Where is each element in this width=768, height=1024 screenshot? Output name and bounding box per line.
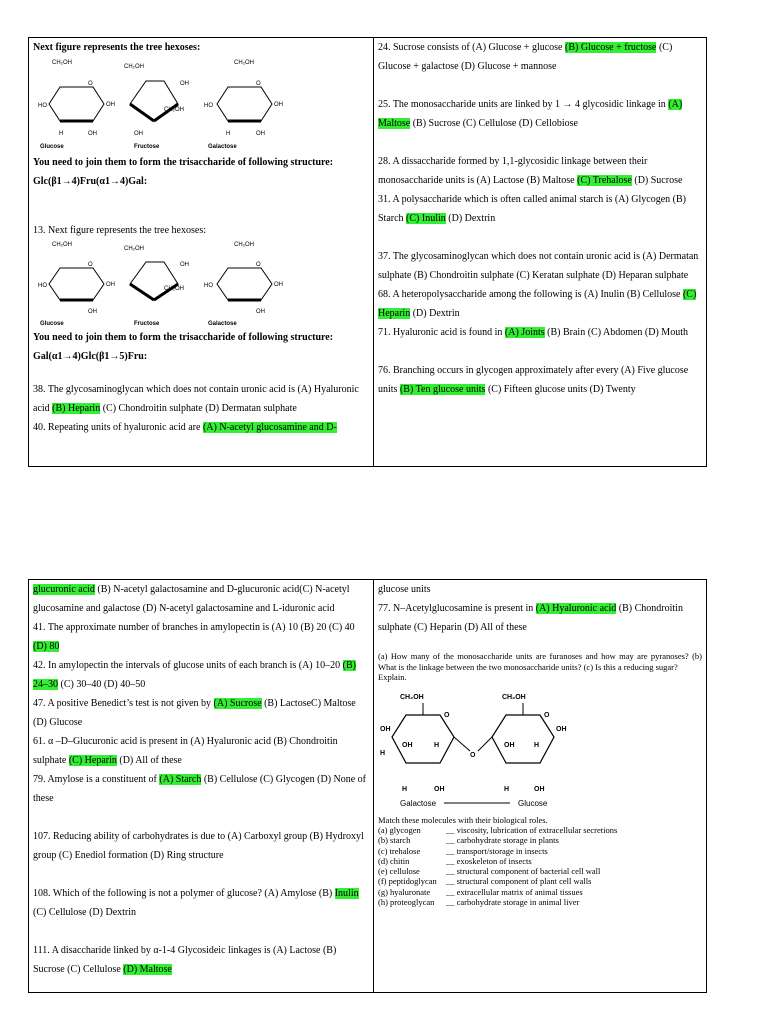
- match-role: __ carbohydrate storage in plants: [446, 835, 559, 846]
- hexoses-figure-2: [38, 240, 288, 326]
- question-68: 68. A heteropolysaccharide among the following is (A) Inulin (B) Cellulose (C) Heparin (D) Dextrin: [378, 289, 697, 319]
- svg-text:OH: OH: [534, 785, 545, 793]
- svg-text:Galactose: Galactose: [208, 321, 237, 326]
- glucose-ring: [38, 60, 115, 149]
- svg-text:OH: OH: [88, 131, 97, 137]
- svg-text:Fructose: Fructose: [134, 321, 160, 326]
- match-role: __ structural component of bacterial cell wall: [446, 866, 601, 877]
- svg-text:H: H: [402, 785, 408, 793]
- match-row: [378, 856, 702, 866]
- svg-text:OH: OH: [504, 741, 515, 749]
- question-28: 28. A dissaccharide formed by 1,1-glycosidic linkage between their monosaccharide units is (A) Lactose (B) Maltose (C) Trehalose (D) Sucrose: [378, 156, 683, 186]
- svg-text:CH₂OH: CH₂OH: [124, 246, 144, 252]
- svg-text:HO: HO: [204, 283, 213, 289]
- figure1-title: Next figure represents the tree hexoses:: [33, 42, 201, 53]
- question-61: 61. α –D–Glucuronic acid is present in (A) Hyaluronic acid (B) Chondroitin sulphate (C) Heparin (D) All of these: [33, 736, 338, 766]
- join2-line2: Gal(α1→4)Glc(β1→5)Fru:: [33, 351, 148, 362]
- match-list: [378, 825, 702, 907]
- svg-text:OH: OH: [106, 102, 115, 108]
- svg-text:CH₂OH: CH₂OH: [124, 64, 144, 70]
- match-item: (h) proteoglycan: [378, 897, 435, 908]
- match-row: [378, 876, 702, 886]
- match-role: __ viscosity, lubrication of extracellular secretions: [446, 825, 618, 835]
- svg-text:CH₂OH: CH₂OH: [52, 242, 72, 248]
- svg-text:CH₂OH: CH₂OH: [52, 60, 72, 66]
- svg-text:H: H: [534, 741, 540, 749]
- hexoses-figure-1: [38, 57, 288, 149]
- svg-text:OH: OH: [180, 262, 189, 268]
- table-top-left-cell: [29, 38, 374, 466]
- table-bottom-left-cell: [29, 580, 374, 992]
- question-24: 24. Sucrose consists of (A) Glucose + glucose (B) Glucose + fructose (C) Glucose + galactose (D) Glucose + mannose: [378, 42, 673, 72]
- join2-line1: You need to join them to form the trisaccharide of following structure:: [33, 332, 334, 343]
- svg-text:HO: HO: [38, 103, 47, 109]
- svg-text:O: O: [256, 262, 261, 268]
- svg-text:Glucose: Glucose: [40, 321, 64, 326]
- question-47: 47. A positive Benedict’s test is not given by (A) Sucrose (B) LactoseC) Maltose (D) Glucose: [33, 698, 356, 728]
- svg-text:H: H: [59, 131, 64, 137]
- svg-text:H: H: [434, 741, 440, 749]
- match-item: (e) cellulose: [378, 866, 420, 877]
- glucose-label: Glucose: [40, 144, 64, 149]
- disaccharide-figure: [378, 687, 678, 807]
- match-role: __ structural component of plant cell walls: [446, 876, 592, 887]
- glucose-label: Glucose: [518, 798, 548, 807]
- svg-text:CH₂OH: CH₂OH: [234, 242, 254, 248]
- match-row: [378, 887, 702, 897]
- question-38: 38. The glycosaminoglycan which does not contain uronic acid is (A) Hyaluronic acid (B) Heparin (C) Chondroitin sulphate (D) Dermatan sulphate: [33, 384, 359, 414]
- svg-text:OH: OH: [556, 725, 567, 733]
- svg-text:O: O: [444, 711, 450, 719]
- match-item: (g) hyaluronate: [378, 886, 431, 897]
- svg-text:CH₂OH: CH₂OH: [502, 693, 526, 701]
- join1-line1: You need to join them to form the trisaccharide of following structure:: [33, 157, 334, 168]
- question-42: 42. In amylopectin the intervals of glucose units of each branch is (A) 10–20 (B) 24–30 (C) 30–40 (D) 40–50: [33, 660, 356, 690]
- match-row: [378, 866, 702, 876]
- explain-label: Explain.: [378, 672, 407, 682]
- match-role: __ exoskeleton of insects: [446, 855, 532, 866]
- match-role: __ carbohydrate storage in animal liver: [446, 897, 580, 908]
- svg-text:OH: OH: [434, 785, 445, 793]
- question-40-continued: glucuronic acid (B) N-acetyl galactosamine and D-glucuronic acid(C) N-acetyl glucosamine and galactose (D) N-acetyl galactosamine and L-iduronic acid: [33, 584, 350, 614]
- match-row: [378, 846, 702, 856]
- svg-text:O: O: [256, 81, 261, 87]
- match-item: (a) glycogen: [378, 825, 421, 835]
- svg-text:OH: OH: [274, 282, 283, 288]
- svg-text:O: O: [88, 262, 93, 268]
- svg-text:OH: OH: [180, 81, 189, 87]
- svg-text:OH: OH: [380, 725, 391, 733]
- fructose-label: Fructose: [134, 144, 160, 149]
- question-79: 79. Amylose is a constituent of (A) Starch (B) Cellulose (C) Glycogen (D) None of these: [33, 774, 367, 804]
- svg-text:CH₂OH: CH₂OH: [164, 286, 184, 292]
- question-37: 37. The glycosaminoglycan which does not contain uronic acid is (A) Dermatan sulphate (B) Chondroitin sulphate (C) Keratan sulphate (D) Heparan sulphate: [378, 251, 699, 281]
- svg-text:HO: HO: [38, 283, 47, 289]
- question-76: 76. Branching occurs in glycogen approximately after every (A) Five glucose units (B) Ten glucose units (C) Fifteen glucose units (D) Twenty: [378, 365, 689, 395]
- svg-text:CH₂OH: CH₂OH: [164, 107, 184, 113]
- match-item: (b) starch: [378, 835, 411, 846]
- svg-text:OH: OH: [274, 102, 283, 108]
- question-table-bottom: [28, 579, 707, 993]
- question-108: 108. Which of the following is not a polymer of glucose? (A) Amylose (B) Inulin (C) Cellulose (D) Dextrin: [33, 888, 359, 918]
- match-row: [378, 835, 702, 845]
- galactose-label: Galactose: [208, 144, 237, 149]
- question-77: 77. N–Acetylglucosamine is present in (A) Hyaluronic acid (B) Chondroitin sulphate (C) Heparin (D) All of these: [378, 603, 683, 633]
- svg-text:OH: OH: [256, 309, 265, 315]
- match-row: [378, 825, 702, 835]
- galactose-ring: [204, 60, 283, 149]
- table-top-right-cell: [374, 38, 706, 466]
- question-107: 107. Reducing ability of carbohydrates is due to (A) Carboxyl group (B) Hydroxyl group (C) Enediol formation (D) Ring structure: [33, 831, 364, 861]
- svg-text:CH₂OH: CH₂OH: [234, 60, 254, 66]
- svg-text:O: O: [544, 711, 550, 719]
- svg-text:O: O: [88, 81, 93, 87]
- svg-text:H: H: [226, 131, 231, 137]
- svg-text:O: O: [470, 751, 476, 759]
- match-role: __ extracellular matrix of animal tissues: [446, 886, 583, 897]
- question-31: 31. A polysaccharide which is often called animal starch is (A) Glycogen (B) Starch (C) Inulin (D) Dextrin: [378, 194, 686, 224]
- question-111: 111. A disaccharide linked by α-1-4 Glycosideic linkages is (A) Lactose (B) Sucrose (C) Cellulose (D) Maltose: [33, 945, 337, 975]
- svg-text:HO: HO: [204, 103, 213, 109]
- question-41: 41. The approximate number of branches in amylopectin is (A) 10 (B) 20 (C) 40 (D) 80: [33, 622, 355, 652]
- figure2-title: 13. Next figure represents the tree hexoses:: [33, 225, 206, 236]
- match-row: [378, 897, 702, 907]
- svg-text:OH: OH: [88, 309, 97, 315]
- table-bottom-right-cell: [374, 580, 706, 992]
- join1-line2: Glc(β1→4)Fru(α1→4)Gal:: [33, 176, 148, 187]
- svg-text:CH₂OH: CH₂OH: [400, 693, 424, 701]
- galactose-label: Galactose: [400, 798, 437, 807]
- svg-text:OH: OH: [402, 741, 413, 749]
- fructose-ring: [124, 64, 189, 149]
- svg-text:OH: OH: [134, 131, 143, 137]
- question-25: 25. The monosaccharide units are linked by 1 → 4 glycosidic linkage in (A) Maltose (B) Sucrose (C) Cellulose (D) Cellobiose: [378, 99, 683, 129]
- question-76-continued: glucose units: [378, 584, 431, 595]
- match-title: Match these molecules with their biological roles.: [378, 814, 548, 825]
- match-item: (c) trehalose: [378, 845, 421, 856]
- svg-text:OH: OH: [106, 282, 115, 288]
- question-table-top: [28, 37, 707, 467]
- match-item: (f) peptidoglycan: [378, 876, 437, 887]
- match-item: (d) chitin: [378, 855, 410, 866]
- disaccharide-question: (a) How many of the monosaccharide units are furanoses and how may are pyranoses? (b) What is the linkage between the two monosaccharide units? (c) Is this a reducing sugar?: [378, 651, 702, 672]
- question-71: 71. Hyaluronic acid is found in (A) Joints (B) Brain (C) Abdomen (D) Mouth: [378, 327, 688, 338]
- svg-text:OH: OH: [256, 131, 265, 137]
- svg-text:H: H: [504, 785, 510, 793]
- match-role: __ transport/storage in insects: [446, 845, 548, 856]
- question-40: 40. Repeating units of hyaluronic acid are (A) N-acetyl glucosamine and D-: [33, 422, 337, 433]
- svg-text:H: H: [380, 749, 386, 757]
